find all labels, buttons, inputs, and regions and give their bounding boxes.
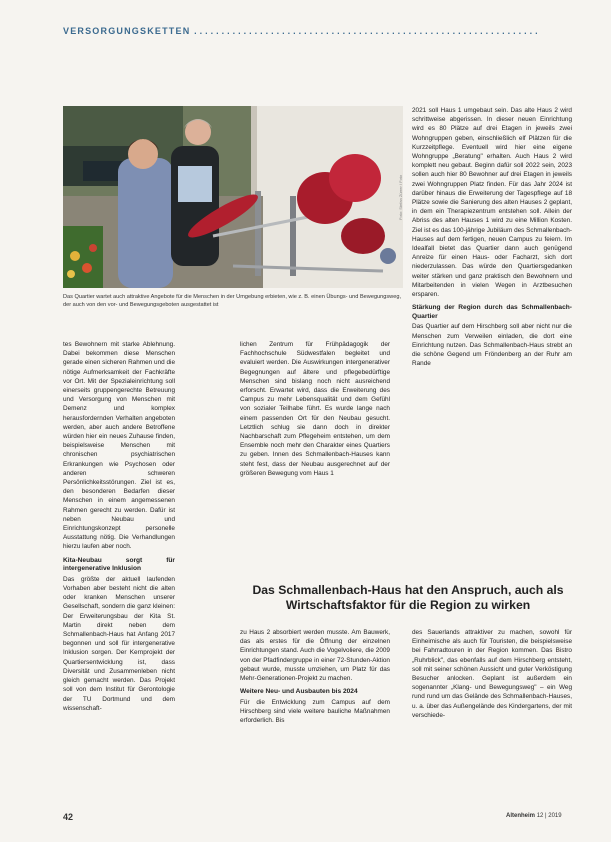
column-3-top <box>412 106 572 368</box>
photo-caption: Das Quartier wartet auch attraktive Angebote für die Menschen in der Umgebung erbieten, wie z. B. einen Übungs- und Bewegungsweg, der auch von den vor- und Bewegungsgeboten ausgestattet ist <box>63 294 401 308</box>
paragraph: Das Quartier auf dem Hirschberg soll aber nicht nur die Menschen zum Verweilen einladen, die dort eine Einrichtung nutzen. Das Schmallenbach-Haus strebt an die schöne Gegend um Fröndenberg an der Ruhr am Rande <box>412 323 572 368</box>
paragraph: des Sauerlands attraktiver zu machen, sowohl für Einheimische als auch für Touristen, die beispielsweise bei Fahrradtouren in der Region kommen. Das Bistro „Ruhrblick", das ebenfalls auf dem Hirschberg entsteht, soll mit seiner schönen Aussicht und guter Verköstigung Besucher anlocken. Geplant ist außerdem ein sogenannter „Klang- und Bewegungsweg" – ein Weg rund rund um das Gelände des Schmallenbach-Hauses, u. a. über das Außengelände des Kindergartens, der mit verschiede- <box>412 629 572 719</box>
magazine-name: Altenheim <box>506 813 536 819</box>
photo-credit: Foto: Stefan Zürrer / Foto <box>398 174 403 220</box>
subheading-staerkung: Stärkung der Region durch das Schmallenbach-Quartier <box>412 304 572 320</box>
paragraph: 2021 soll Haus 1 umgebaut sein. Das alte Haus 2 wird schrittweise abgerissen. In dieser neuen Einrichtung wird es 80 Plätze auf drei Etagen in jeweils zwei Wohngruppen geben, einschließlich elf Plätzen für die Kurzzeitpflege. Eventuell wird hier eine eigene Wohngruppe „Beratung" erhalten. Auch Haus 2 wird komplett neu gebaut. Beginn dafür soll 2022 sein, 2023 sollen auch hier 80 Bewohner auf drei Etagen in jeweils zwei Wohngruppen Platz finden. Für das Jahr 2024 ist darüber hinaus die Erweiterung der Tagespflege auf 18 Plätze sowie die Sanierung des alten Hauses 2 geplant, in dem ein Therapiezentrum entstehen soll. Allein der Abriss des alten Hauses 1 wird zu eine Million Kosten. Ziel ist es das 100-jährige Jubiläum des Schmallenbach-Hauses auf dem fertigen, neuen Campus zu feiern. Im Idealfall bietet das Quartier dann auch genügend Anreize für einen Haus- oder Facharzt, sich dort niederzulassen. Das würde den Quartiersgedanken weiter stärken und ganz praktisch den Bewohnern und Mitarbeitenden in vielen Wegen in Arztbesuchen ersparen. <box>412 107 572 299</box>
subheading-weitere: Weitere Neu- und Ausbauten bis 2024 <box>240 688 358 696</box>
issue-number: 12 | 2019 <box>536 813 562 819</box>
magazine-footer <box>506 813 562 819</box>
photo-illustration <box>63 106 403 288</box>
paragraph: tes Bewohnern mit starke Ablehnung. Dabei bekommen diese Menschen gerade einen sicheren Rahmen und die nötige Aufmerksamkeit der Fachkräfte vor Ort. Mit der Spezialeinrichtung soll einerseits gruppengerechte Betreuung und Versorgung von Menschen mit Demenz und komplex herausfordernden Verhalten angeboten werden, aber auch andere Betroffene würden hier ein neues Zuhause finden, beispielsweise Menschen mit chronischen psychiatrischen Erkrankungen wie Psychosen oder anderen schweren Persönlichkeitsstörungen. Ziel ist es, den besonderen Bedarfen dieser Menschen in einem angemessenen Rahmen gerecht zu werden. Dafür ist neben Neubau und Einrichtungskonzept personelle Ausstattung nötig. Die Verhandlungen hierzu laufen aber noch. <box>63 341 175 551</box>
paragraph: lichen Zentrum für Frühpädagogik der Fachhochschule Südwestfalen begleitet und evaluiert werden. Die Auswirkungen intergenerativer Begegnungen auf ältere und pflegebedürftige Menschen sind bislang noch nicht ausreichend erforscht. Erwartet wird, dass die Erweiterung des Campus zu mehr Lebensqualität und dem Gefühl von sozialer Teilhabe führt. Es wurde lange nach einem passenden Ort für den Neubau gesucht. Letztlich schlug sie dann doch in direkter Nachbarschaft zum Pflegeheim entstehen, um dem Ensemble noch mehr den Charakter eines Quartiers zu geben. Innen des Schmallenbach-Hauses kann steht fest, dass der Neubau ausgerechnet auf der größeren Bewegung vom Haus 1 <box>240 341 390 477</box>
page-number: 42 <box>63 812 74 822</box>
paragraph: Das größte der aktuell laufenden Vorhaben aber besteht nicht die alten oder kranken Menschen unserer Gesellschaft, sondern die ganz kleinen: Der Erweiterungsbau der Kita St. Martin direkt neben dem Schmallenbach-Haus hat Anfang 2017 begonnen und soll für intergenerative Inklusion sorgen. Der Kernprojekt der Quartiersentwicklung ist, dass Diversität und Zusammenleben nicht gleich gemacht werden. Das Projekt soll von dem Institut für Gerontologie der TU Dortmund und dem wissenschaft- <box>63 575 175 712</box>
article-photo <box>63 106 403 288</box>
subheading-kita: Kita-Neubau sorgt für intergenerative Inklusion <box>63 556 175 573</box>
column-3-bottom <box>412 628 572 720</box>
column-2-bottom <box>240 628 390 725</box>
section-header <box>63 26 598 40</box>
column-2-top <box>240 340 390 478</box>
paragraph: zu Haus 2 absorbiert werden musste. Am Bauwerk, das als erstes für die Öffnung der einzelnen Einrichtungen stand. Auch die Vogelvoliere, die 2009 von der Pfadfindergruppe in einer 72-Stunden-Aktion gebaut wurde, musste umziehen, um Platz für das Mehr-Generationen-Projekt zu machen. <box>240 629 390 683</box>
pull-quote: Das Schmallenbach-Haus hat den Anspruch, auch als Wirtschaftsfaktor für die Region zu wirken <box>252 583 564 612</box>
section-title: VERSORGUNGSKETTEN <box>63 26 191 36</box>
paragraph: Für die Entwicklung zum Campus auf dem Hirschberg sind viele weitere bauliche Maßnahmen erforderlich. Bis <box>240 698 390 725</box>
column-1 <box>63 340 175 713</box>
header-dots: ............................................................... <box>194 26 541 36</box>
